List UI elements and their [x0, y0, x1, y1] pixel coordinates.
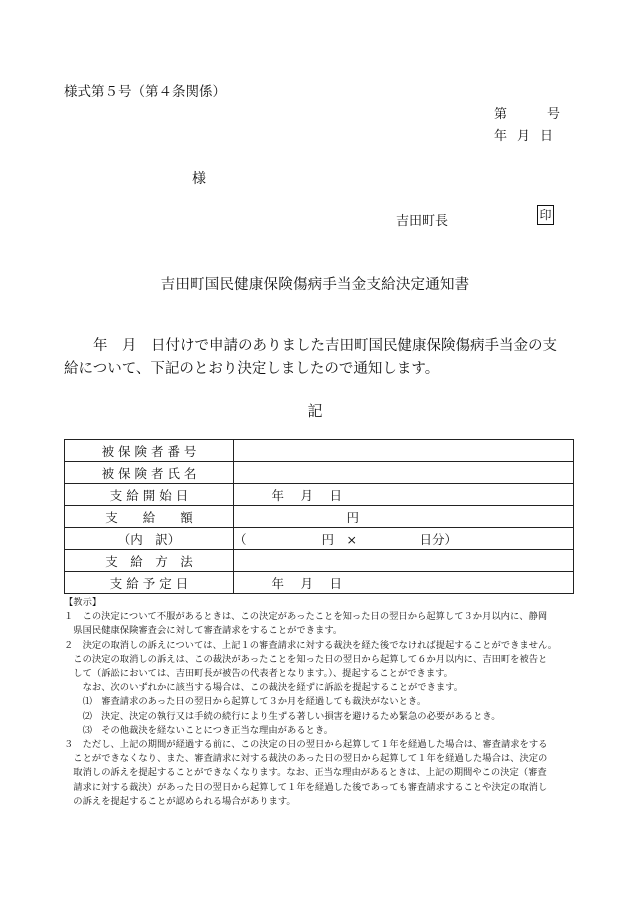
body-text — [64, 335, 584, 381]
table-row — [65, 440, 574, 462]
addressee: 様 — [192, 171, 206, 187]
note-line: １ この決定について不服があるときは、この決定があったことを知った日の翌日から起算して３か月以内に、静岡 — [64, 611, 548, 623]
document-title: 吉田町国民健康保険傷病手当金支給決定通知書 — [160, 277, 470, 293]
issue-date — [494, 125, 553, 144]
row-label: （内 訳） — [65, 528, 234, 550]
note-line: ⑴ 審査請求のあった日の翌日から起算して３か月を経過しても裁決がないとき。 — [64, 696, 427, 708]
note-line: 【教示】 — [64, 597, 102, 608]
row-label: 支 給 開 始 日 — [65, 484, 234, 506]
note-line: 請求に対する裁決）があった日の翌日から起算して１年を経過した後であっても審査請求することや決定の取消し — [64, 781, 548, 793]
row-value: 年 月 日 — [234, 484, 574, 506]
table-row — [65, 528, 574, 550]
body-line: 年 月 日付けで申請のありました吉田町国民健康保険傷病手当金の支 — [64, 338, 557, 354]
ki-heading: 記 — [307, 402, 323, 420]
note-line: この決定の取消しの訴えは、この裁決があったことを知った日の翌日から起算して６か月以内に、吉田町を被告と — [64, 653, 548, 665]
note-line: の訴えを提起することが認められる場合があります。 — [64, 795, 296, 807]
table-row — [65, 506, 574, 528]
note-line: ⑵ 決定、決定の執行又は手続の続行により生ずる著しい損害を避けるため緊急の必要があるとき。 — [64, 710, 501, 722]
note-line: して（訴訟においては、吉田町長が被告の代表者となります。）、提起することができます。 — [64, 668, 453, 680]
detail-table — [64, 439, 574, 594]
row-label: 支 給 予 定 日 — [65, 572, 234, 594]
issuer-name: 吉田町長 — [396, 214, 449, 229]
row-value — [234, 550, 574, 572]
row-label: 被 保 険 者 氏 名 — [65, 462, 234, 484]
table-row — [65, 572, 574, 594]
note-line: ３ ただし、上記の期間が経過する前に、この決定の日の翌日から起算して１年を経過した場合は、審査請求をする — [64, 739, 548, 751]
table-row — [65, 550, 574, 572]
table-row — [65, 462, 574, 484]
row-label: 被 保 険 者 番 号 — [65, 440, 234, 462]
body-line: 給について、下記のとおり決定しましたので通知します。 — [64, 361, 440, 377]
date-day: 日 — [540, 129, 554, 144]
row-value: （ 円 × 日分） — [234, 528, 574, 550]
note-line: ２ 決定の取消しの訴えについては、上記１の審査請求に対する裁決を経た後でなければ提起することができません。 — [64, 639, 558, 651]
document-number-suffix: 号 — [547, 107, 561, 122]
note-line: ⑶ その他裁決を経ないことにつき正当な理由があるとき。 — [64, 724, 334, 736]
row-value — [234, 462, 574, 484]
row-label: 支 給 方 法 — [65, 550, 234, 572]
form-number: 様式第５号（第４条関係） — [64, 84, 226, 100]
row-value: 年 月 日 — [234, 572, 574, 594]
row-label: 支 給 額 — [65, 506, 234, 528]
document-number-prefix: 第 — [494, 107, 508, 122]
note-line: 県国民健康保険審査会に対して審査請求をすることができます。 — [64, 625, 343, 637]
seal-mark: 印 — [537, 205, 554, 225]
date-year: 年 — [494, 129, 508, 144]
row-value: 円 — [234, 506, 574, 528]
note-line: ことができなくなり、また、審査請求に対する裁決のあった日の翌日から起算して１年を経過した場合は、決定の — [64, 753, 548, 765]
note-line: 取消しの訴えを提起することができなくなります。なお、正当な理由があるときは、上記の期間やこの決定（審査 — [64, 767, 547, 779]
note-line: なお、次のいずれかに該当する場合は、この裁決を経ずに訴訟を提起することができます。 — [64, 682, 464, 694]
table-row — [65, 484, 574, 506]
row-value — [234, 440, 574, 462]
instruction-notes — [64, 596, 584, 809]
document-number — [494, 103, 560, 122]
date-month: 月 — [517, 129, 531, 144]
